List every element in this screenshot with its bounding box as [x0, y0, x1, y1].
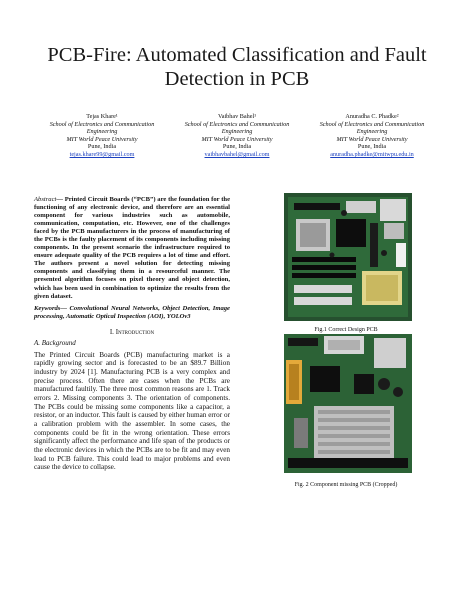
author-affiliation: MIT World Peace University — [336, 135, 408, 143]
section-heading — [34, 328, 230, 337]
author-affiliation: School of Electronics and Communication — [49, 120, 155, 128]
author-3 — [298, 113, 446, 159]
pcb-board-image — [284, 193, 412, 321]
section-number: I. — [109, 327, 114, 336]
author-affiliation: Engineering — [221, 128, 253, 136]
author-location: Pune, India — [87, 143, 117, 151]
figure-1-caption: Fig.1 Correct Design PCB — [314, 327, 378, 333]
author-name: Anuradha C. Phadke² — [345, 113, 399, 120]
pcb-board-closeup-image — [284, 334, 412, 473]
keywords: Keywords— Convolutional Neural Networks, Object Detection, Image processing, Automatic Optical Inspection (AOI), YOLOv3 — [34, 304, 230, 320]
author-email-link[interactable]: vaibhavbahel@gmail.com — [204, 150, 270, 158]
author-name: Vaibhav Bahel¹ — [217, 113, 257, 120]
abstract-text: — Printed Circuit Boards (“PCB”) are the foundation for the functioning of any electronic device, and therefore are an essential component for various industries such as automobile, communication, computation, etc. However, one of the challenges faced by the PCB manufacturers in the process of manufacturing of the PCBs is the faulty placement of its components including missing components. In the present scenario the infrastructure required to ensure adequate quality of the PCB requires a lot of time and effort. The authors present a novel solution for detecting missing components and classifying them in a resourceful manner. The presented algorithm focuses on pixel theory and object detection, which has been used in combination to optimize the results from the given dataset. — [34, 196, 230, 300]
author-block — [0, 113, 474, 165]
author-name: Tejas Khare¹ — [86, 113, 118, 120]
author-affiliation: School of Electronics and Communication — [184, 120, 290, 128]
subsection-heading — [34, 339, 230, 348]
left-column — [34, 196, 230, 472]
title-line-1: PCB-Fire: Automated Classification and Fault — [47, 44, 427, 66]
author-affiliation: School of Electronics and Communication — [319, 120, 425, 128]
paper-title — [20, 43, 454, 91]
abstract — [34, 196, 230, 301]
author-affiliation: Engineering — [86, 128, 118, 136]
title-line-2: Detection in PCB — [164, 68, 310, 90]
author-email-link[interactable]: anuradha.phadke@mitwpu.edu.in — [330, 150, 414, 158]
subsection-title: Background — [41, 338, 76, 347]
author-affiliation: Engineering — [356, 128, 388, 136]
author-2 — [163, 113, 311, 159]
section-title: Introduction — [115, 327, 155, 336]
figure-2-caption: Fig. 2 Component missing PCB (Cropped) — [294, 482, 398, 488]
author-1 — [28, 113, 176, 159]
author-affiliation: MIT World Peace University — [66, 135, 138, 143]
body-paragraph: The Printed Circuit Boards (PCB) manufacturing market is a rapidly growing sector and is forecasted to be an $89.7 Billion industry by 2024 [1]. Manufacturing PCB is a very complex and precise process. Often there are cases when the PCBs are manufactured faultily. The three most common reasons are 1. Track errors 2. Missing components 3. The orientation of components. The PCBs could be missing some components like a capacitor, a resistor, or an inductor. This fault is caused by either human error or a calibration problem with the assembler. In some cases, the components could be fit in the wrong orientation. These errors significantly affect the performance and life span of the products or the electronic devices in which the PCBs are to be fit and may even lead to PCB failure. This could lead to major problems and even cause the device to collapse. — [34, 350, 230, 472]
author-email-link[interactable]: tejas.khare99@gmail.com — [69, 150, 135, 158]
abstract-label: Abstract — [34, 196, 57, 203]
author-location: Pune, India — [222, 143, 252, 151]
subsection-letter: A. — [34, 338, 41, 347]
author-affiliation: MIT World Peace University — [201, 135, 273, 143]
author-location: Pune, India — [357, 143, 387, 151]
